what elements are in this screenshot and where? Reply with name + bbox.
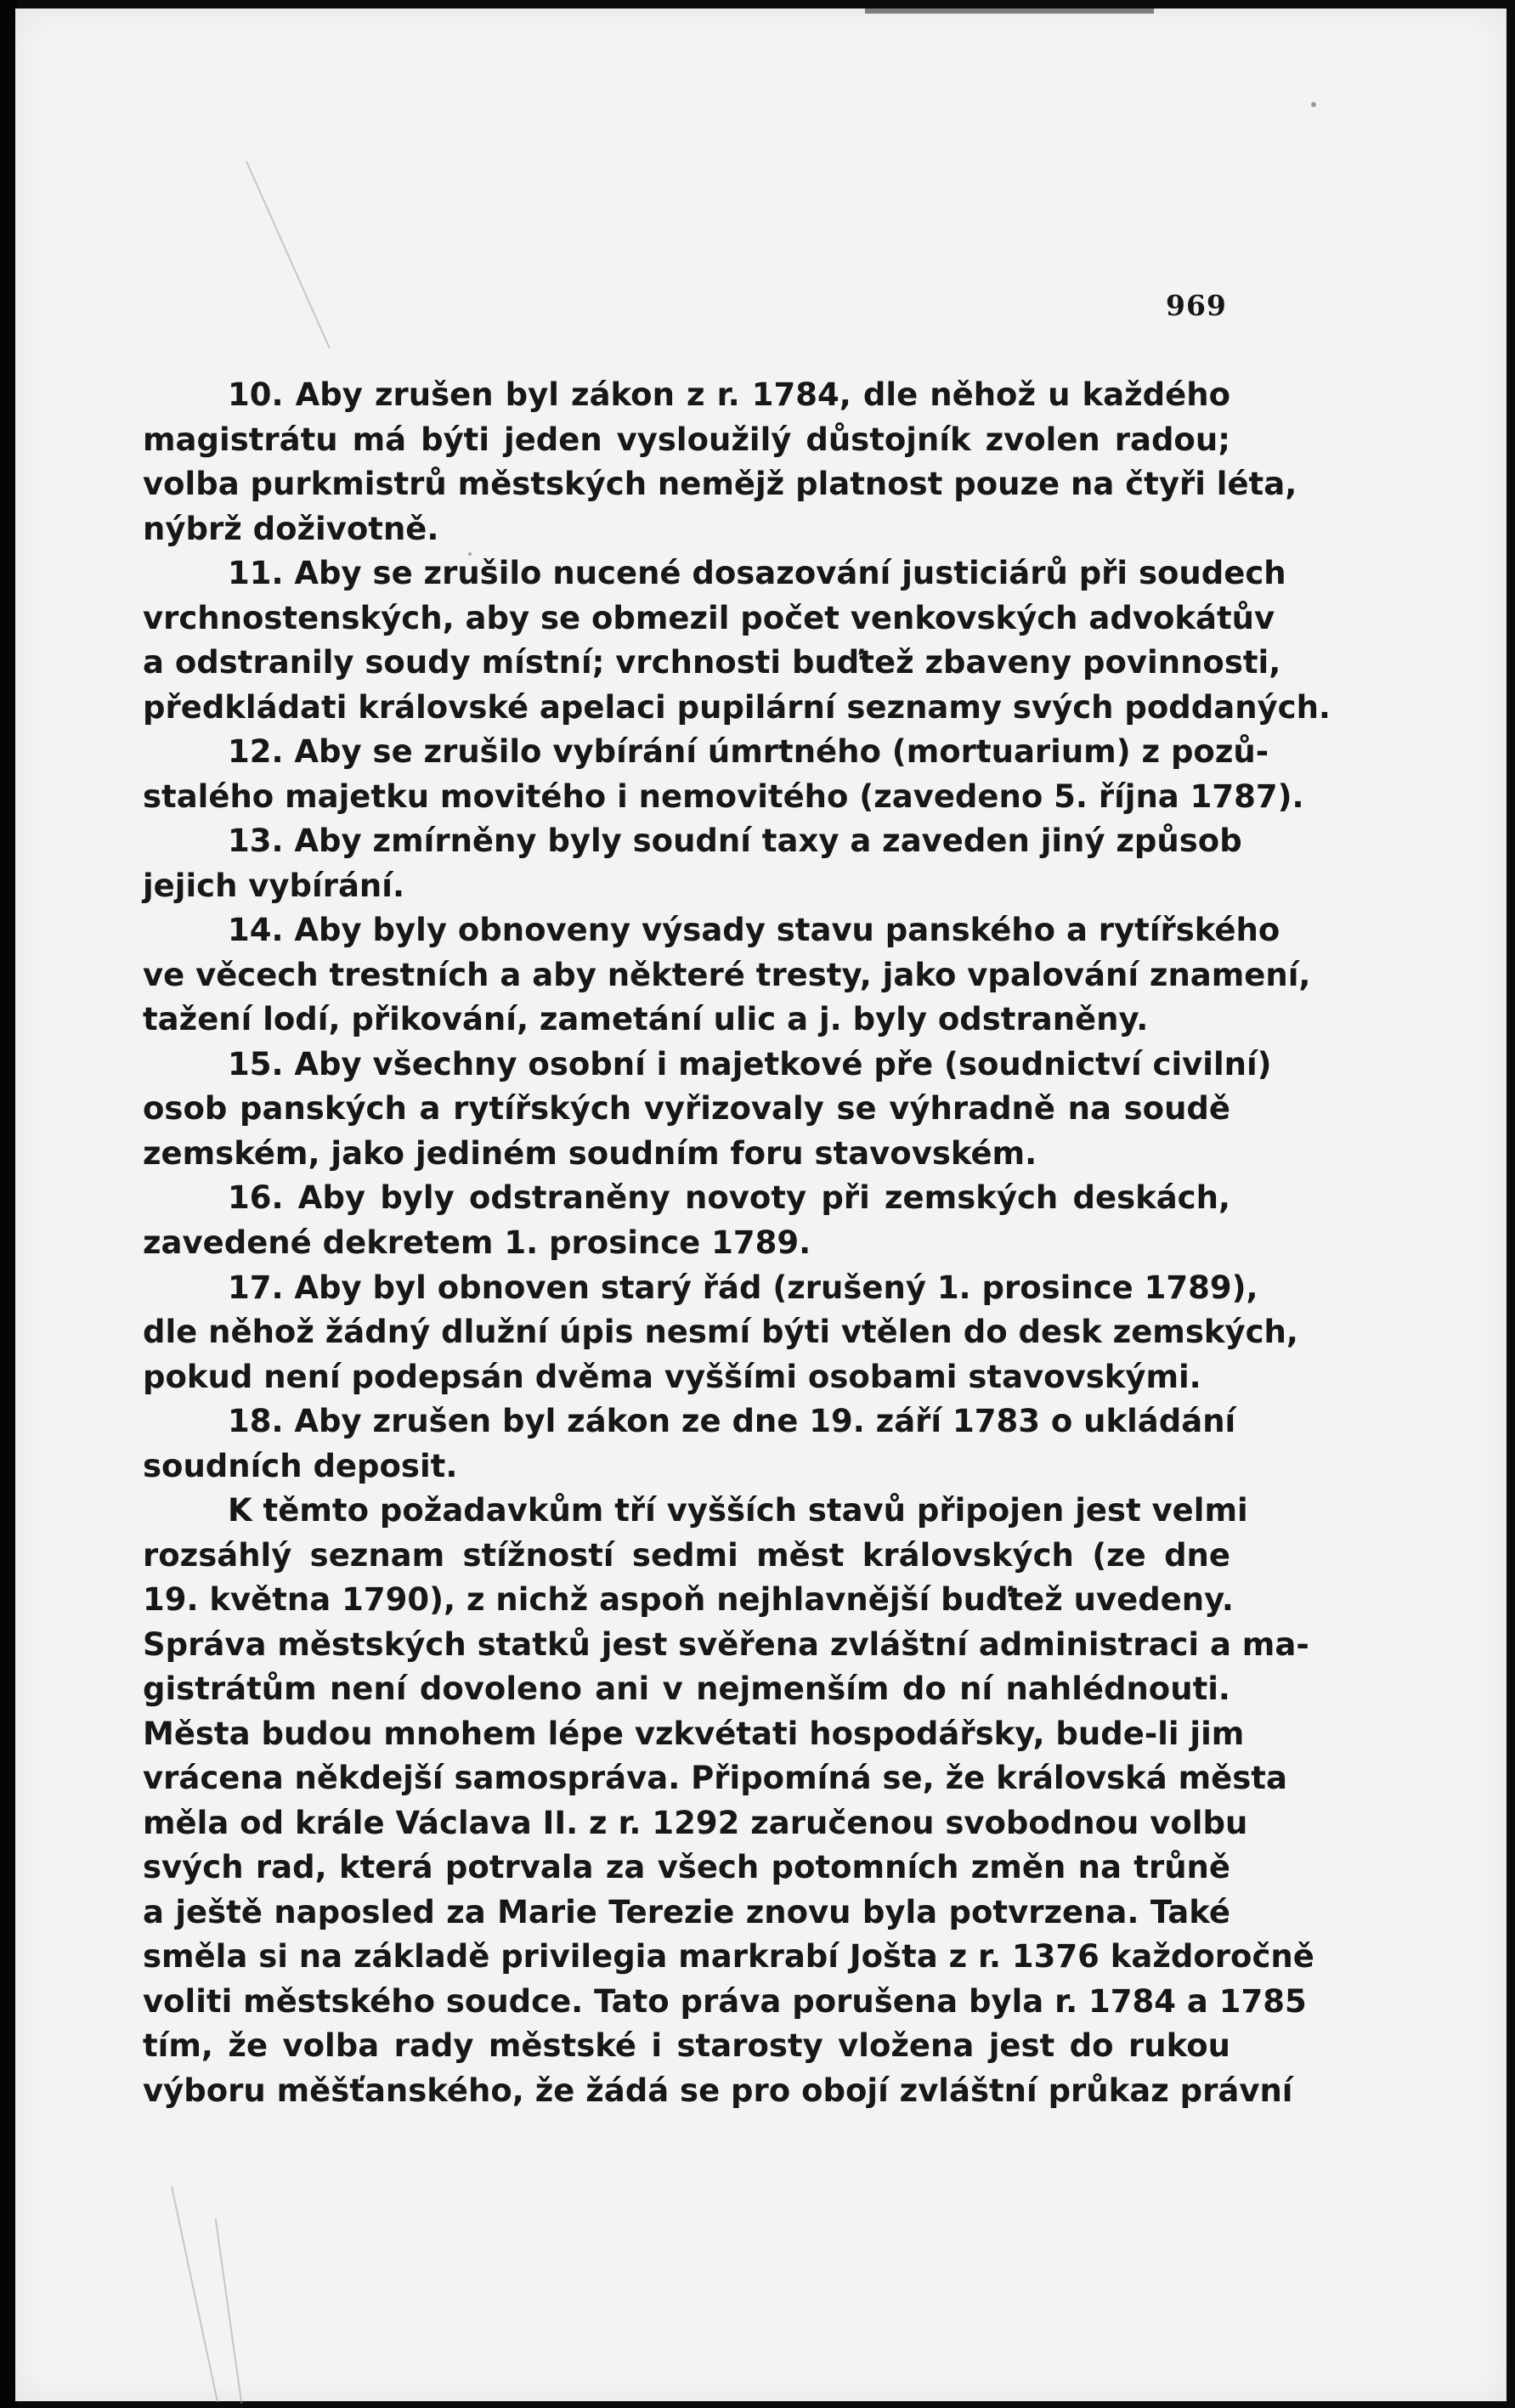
- text-line: rozsáhlý seznam stížností sedmi měst královských (ze dne: [143, 1536, 1230, 1574]
- text-line: 16. Aby byly odstraněny novoty při zemských deskách,: [228, 1179, 1230, 1217]
- text-line: a odstranily soudy místní; vrchnosti buďtež zbaveny povinnosti,: [143, 644, 1281, 681]
- scan-top-edge-shadow: [865, 8, 1154, 14]
- text-line: 18. Aby zrušen byl zákon ze dne 19. září 1783 o ukládání: [228, 1403, 1236, 1440]
- text-line: 15. Aby všechny osobní i majetkové pře (soudnictví civilní): [228, 1045, 1272, 1082]
- book-page: [15, 8, 1507, 2401]
- scan-scratch-mark: [215, 2219, 243, 2404]
- scan-scratch-mark: [246, 161, 330, 348]
- text-line: 14. Aby byly obnoveny výsady stavu panského a rytířského: [228, 912, 1280, 949]
- text-line: 10. Aby zrušen byl zákon z r. 1784, dle něhož u každého: [228, 376, 1230, 413]
- body-text: [143, 374, 1331, 2115]
- text-line: Města budou mnohem lépe vzkvétati hospodářsky, bude-li jim: [143, 1715, 1245, 1752]
- text-line: vrchnostenských, aby se obmezil počet venkovských advokátův: [143, 599, 1275, 636]
- text-line: osob panských a rytířských vyřizovaly se výhradně na soudě: [143, 1090, 1230, 1128]
- text-line: 17. Aby byl obnoven starý řád (zrušený 1. prosince 1789),: [228, 1269, 1258, 1306]
- text-line: K těmto požadavkům tří vyšších stavů připojen jest velmi: [228, 1492, 1248, 1529]
- text-line: gistrátům není dovoleno ani v nejmenším do ní nahlédnouti.: [143, 1670, 1230, 1708]
- text-line: předkládati královské apelaci pupilární seznamy svých poddaných.: [143, 688, 1331, 726]
- text-line: ve věcech trestních a aby některé tresty, jako vpalování znamení,: [143, 956, 1311, 993]
- text-line: magistrátu má býti jeden vysloužilý důstojník zvolen radou;: [143, 421, 1230, 458]
- text-line: 11. Aby se zrušilo nucené dosazování justiciárů při soudech: [228, 555, 1286, 592]
- text-line: pokud není podepsán dvěma vyššími osobami stavovskými.: [143, 1358, 1201, 1395]
- text-line: a ještě naposled za Marie Terezie znovu byla potvrzena. Také: [143, 1893, 1230, 1930]
- text-line: Správa městských statků jest svěřena zvláštní administraci a ma-: [143, 1625, 1309, 1663]
- text-line: soudních deposit.: [143, 1447, 458, 1484]
- text-line: měla od krále Václava II. z r. 1292 zaručenou svobodnou volbu: [143, 1804, 1248, 1841]
- text-line: dle něhož žádný dlužní úpis nesmí býti vtělen do desk zemských,: [143, 1314, 1298, 1351]
- text-line: výboru měšťanského, že žádá se pro obojí zvláštní průkaz právní: [143, 2072, 1293, 2109]
- scan-scratch-mark: [171, 2186, 218, 2403]
- scan-left-edge: [0, 0, 17, 2408]
- text-line: směla si na základě privilegia markrabí Jošta z r. 1376 každoročně: [143, 1938, 1314, 1976]
- scan-dust-speck: [1311, 102, 1316, 107]
- text-line: stalého majetku movitého i nemovitého (zavedeno 5. října 1787).: [143, 777, 1304, 815]
- text-line: tím, že volba rady městské i starosty vložena jest do rukou: [143, 2027, 1230, 2065]
- text-line: 12. Aby se zrušilo vybírání úmrtného (mortuarium) z pozů-: [228, 733, 1269, 771]
- text-line: zavedené dekretem 1. prosince 1789.: [143, 1224, 811, 1261]
- text-line: 19. května 1790), z nichž aspoň nejhlavnější buďtež uvedeny.: [143, 1581, 1234, 1619]
- text-line: voliti městského soudce. Tato práva porušena byla r. 1784 a 1785: [143, 1982, 1307, 2020]
- text-line: jejich vybírání.: [143, 867, 404, 904]
- text-line: volba purkmistrů městských nemějž platnost pouze na čtyři léta,: [143, 466, 1297, 503]
- text-line: nýbrž doživotně.: [143, 510, 439, 547]
- text-line: tažení lodí, přikování, zametání ulic a j. byly odstraněny.: [143, 1001, 1149, 1038]
- text-line: zemském, jako jediném soudním foru stavovském.: [143, 1134, 1037, 1172]
- text-line: svých rad, která potrvala za všech potomních změn na trůně: [143, 1849, 1230, 1886]
- text-line: 13. Aby zmírněny byly soudní taxy a zaveden jiný způsob: [228, 822, 1242, 860]
- page-number: 969: [1166, 289, 1227, 322]
- text-line: vrácena někdejší samospráva. Připomíná se, že královská města: [143, 1760, 1287, 1797]
